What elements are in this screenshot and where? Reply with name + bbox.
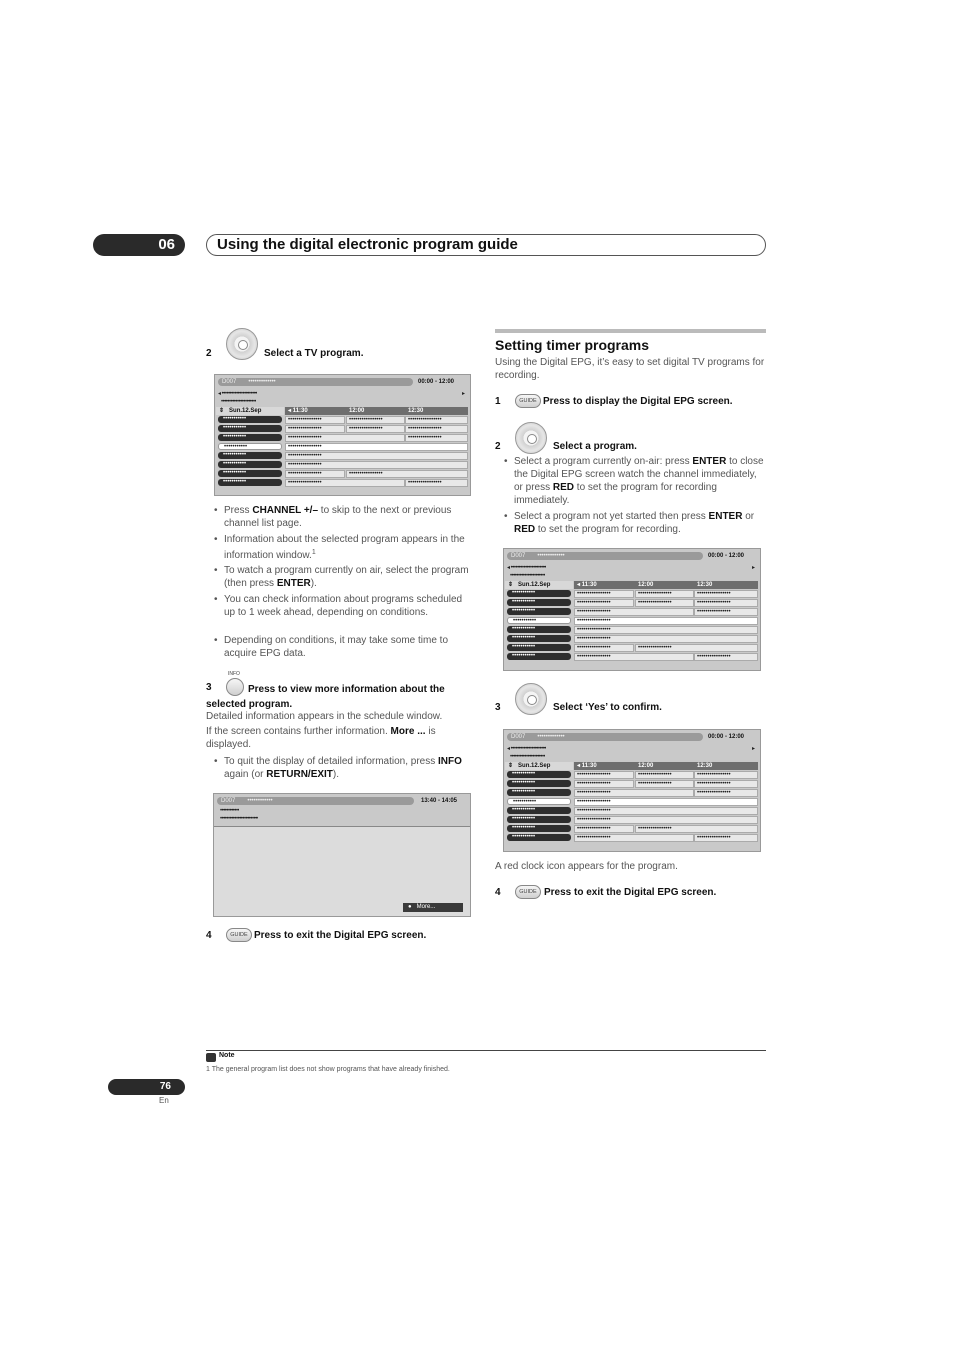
green-dot-icon: ●	[408, 904, 412, 910]
program-cell[interactable]: ••••••••••••••••	[574, 798, 758, 806]
step-number: 4	[206, 930, 212, 941]
channel-row-label[interactable]: •••••••••••	[218, 461, 282, 468]
section-title: Setting timer programs	[495, 337, 650, 353]
step-label: Select ‘Yes’ to confirm.	[553, 702, 662, 713]
time-column-header: ◂ 11:30	[574, 581, 635, 589]
program-cell[interactable]: ••••••••••••••••	[694, 780, 758, 788]
program-cell[interactable]: ••••••••••••••••	[694, 590, 758, 598]
epg-screen	[503, 548, 761, 671]
chapter-title: Using the digital electronic program guide	[206, 234, 766, 256]
channel-label: D007	[511, 553, 526, 559]
guide-button-icon: GUIDE	[515, 885, 541, 899]
navigation-pad-icon	[515, 422, 547, 454]
program-cell[interactable]: ••••••••••••••••	[574, 825, 634, 833]
page-number: 76	[108, 1079, 185, 1095]
program-cell[interactable]: ••••••••••••••••	[694, 834, 758, 842]
program-cell[interactable]: ••••••••••••••••	[405, 416, 468, 424]
time-column-header: 12:30	[405, 407, 468, 415]
channel-bar: D007 ••••••••••••	[217, 797, 414, 805]
channel-row-label[interactable]: •••••••••••	[507, 617, 571, 624]
channel-bar: D007 •••••••••••••	[507, 733, 703, 741]
info-button-caption: INFO	[228, 671, 240, 677]
program-cell[interactable]: ••••••••••••••••	[574, 626, 758, 634]
program-cell[interactable]: ••••••••••••••••	[574, 644, 634, 652]
program-cell[interactable]: ••••••••••••••••	[574, 617, 758, 625]
language-label: En	[159, 1096, 169, 1105]
bullet: • You can check information about programs scheduled up to 1 week ahead, depending on conditions.	[214, 594, 463, 618]
step-number: 3	[495, 702, 501, 713]
time-column-header: 12:30	[694, 581, 758, 589]
time-column-header: 12:00	[346, 407, 405, 415]
guide-button-icon: GUIDE	[226, 928, 252, 942]
channel-row-label[interactable]: •••••••••••	[507, 626, 571, 633]
channel-bar: D007 •••••••••••••	[507, 552, 703, 560]
epg-screen	[503, 729, 761, 852]
program-cell[interactable]: ••••••••••••••••	[694, 789, 758, 797]
program-cell[interactable]: ••••••••••••••••	[574, 780, 634, 788]
bullet: • Press CHANNEL +/– to skip to the next or previous channel list page.	[214, 505, 452, 529]
channel-row-label[interactable]: •••••••••••	[218, 416, 282, 423]
program-info-dots: ••••••••••••••••••••••	[510, 573, 546, 579]
channel-row-label[interactable]: •••••••••••	[218, 443, 282, 450]
channel-label: D007	[511, 734, 526, 740]
program-cell[interactable]: ••••••••••••••••	[574, 834, 694, 842]
step-number: 1	[495, 396, 501, 407]
program-cell[interactable]: ••••••••••••••••	[346, 416, 405, 424]
body-text: Detailed information appears in the schedule window.	[206, 711, 443, 722]
program-cell[interactable]: ••••••••••••••••	[694, 599, 758, 607]
channel-row-label[interactable]: •••••••••••	[507, 590, 571, 597]
epg-screen	[214, 374, 471, 496]
channel-row-label[interactable]: •••••••••••	[218, 452, 282, 459]
program-cell[interactable]: ••••••••••••••••	[285, 452, 468, 460]
channel-row-label[interactable]: •••••••••••	[507, 825, 571, 832]
step-number: 3	[206, 682, 212, 693]
date-header: ⇕ Sun.12.Sep	[505, 581, 573, 589]
time-range: 00:00 - 12:00	[708, 553, 745, 559]
program-cell[interactable]: ••••••••••••••••	[635, 599, 694, 607]
program-cell[interactable]: ••••••••••••••••	[574, 789, 694, 797]
program-cell[interactable]: ••••••••••••••••	[574, 590, 634, 598]
channel-row-label[interactable]: •••••••••••	[507, 635, 571, 642]
program-cell[interactable]: ••••••••••••••••	[574, 816, 758, 824]
channel-row-label[interactable]: •••••••••••	[507, 771, 571, 778]
step-label: Select a TV program.	[264, 348, 364, 359]
arrow-right-icon[interactable]: ▸	[462, 391, 465, 397]
step-label: Press to view more information about the selected program.	[206, 684, 445, 710]
program-cell[interactable]: ••••••••••••••••	[574, 807, 758, 815]
channel-row-label[interactable]: •••••••••••	[507, 653, 571, 660]
chapter-number: 06	[93, 234, 185, 256]
program-cell[interactable]: ••••••••••••••••	[285, 434, 405, 442]
channel-row-label[interactable]: •••••••••••	[507, 816, 571, 823]
channel-row-label[interactable]: •••••••••••	[507, 789, 571, 796]
program-cell[interactable]: ••••••••••••••••	[574, 608, 694, 616]
bullet: • Information about the selected program appears in the information window.$^1$	[214, 534, 465, 562]
channel-row-label[interactable]: •••••••••••	[507, 608, 571, 615]
arrow-right-icon[interactable]: ▸	[752, 565, 755, 571]
time-column-header: ◂ 11:30	[285, 407, 346, 415]
body-text: A red clock icon appears for the program.	[495, 861, 678, 872]
time-range: 00:00 - 12:00	[708, 734, 745, 740]
time-column-header: 12:00	[635, 762, 694, 770]
program-info-dots: ••••••••••••••••••••••	[510, 754, 546, 760]
step-number: 4	[495, 887, 501, 898]
channel-bar: D007 •••••••••••••	[218, 378, 413, 386]
arrow-left-icon[interactable]: ◂ ••••••••••••••••••••••	[507, 746, 546, 752]
program-cell[interactable]: ••••••••••••••••	[635, 825, 758, 833]
navigation-pad-icon	[226, 328, 258, 360]
channel-row-label[interactable]: •••••••••••	[218, 425, 282, 432]
program-cell[interactable]: ••••••••••••••••	[285, 461, 468, 469]
channel-row-label[interactable]: •••••••••••	[507, 807, 571, 814]
program-cell[interactable]: ••••••••••••••••	[694, 608, 758, 616]
bullet: • Select a program not yet started then press ENTER or RED to set the program for recording.	[504, 511, 755, 535]
time-column-header: ◂ 11:30	[574, 762, 635, 770]
program-cell[interactable]: ••••••••••••••••	[574, 653, 694, 661]
note-label: Note	[219, 1052, 235, 1059]
program-desc-dots: ••••••••••••••••••••••••	[220, 816, 259, 822]
arrow-right-icon[interactable]: ▸	[752, 746, 755, 752]
program-cell[interactable]: ••••••••••••••••	[635, 644, 758, 652]
program-cell[interactable]: ••••••••••••••••	[574, 635, 758, 643]
program-cell[interactable]: ••••••••••••••••	[346, 425, 405, 433]
program-cell[interactable]: ••••••••••••••••	[635, 590, 694, 598]
program-cell[interactable]: ••••••••••••••••	[635, 771, 694, 779]
navigation-pad-icon	[515, 683, 547, 715]
channel-row-label[interactable]: •••••••••••	[507, 834, 571, 841]
program-cell[interactable]: ••••••••••••••••	[285, 479, 405, 487]
channel-label: D007	[222, 379, 237, 385]
note-text: 1 The general program list does not show programs that have already finished.	[206, 1066, 450, 1073]
bullet: • Depending on conditions, it may take some time to acquire EPG data.	[214, 635, 449, 659]
step-number: 2	[206, 348, 212, 359]
channel-row-label[interactable]: •••••••••••	[507, 798, 571, 805]
more-button[interactable]: ● More...	[403, 903, 463, 912]
program-cell[interactable]: ••••••••••••••••	[285, 416, 345, 424]
step-number: 2	[495, 441, 501, 452]
bullet: • To quit the display of detailed information, press INFO again (or RETURN/EXIT).	[214, 756, 462, 780]
program-cell[interactable]: ••••••••••••••••	[405, 434, 468, 442]
program-cell[interactable]: ••••••••••••••••	[285, 443, 468, 451]
arrow-left-icon[interactable]: ◂ ••••••••••••••••••••••	[507, 565, 546, 571]
channel-row-label[interactable]: •••••••••••	[507, 644, 571, 651]
program-cell[interactable]: ••••••••••••••••	[405, 425, 468, 433]
step-label: Press to display the Digital EPG screen.	[543, 396, 733, 407]
program-cell[interactable]: ••••••••••••••••	[285, 425, 345, 433]
channel-row-label[interactable]: •••••••••••	[218, 434, 282, 441]
program-cell[interactable]: ••••••••••••••••	[405, 479, 468, 487]
time-range: 00:00 - 12:00	[418, 379, 455, 385]
program-cell[interactable]: ••••••••••••••••	[285, 470, 345, 478]
section-rule	[495, 329, 766, 333]
body-text: If the screen contains further information. More ... is displayed.	[206, 726, 436, 750]
step-label: Press to exit the Digital EPG screen.	[544, 887, 717, 898]
bullet: • Select a program currently on-air: press ENTER to close the Digital EPG screen watch the channel immediately, or press RED to set the program for recording immediately.	[504, 456, 764, 506]
step-label: Select a program.	[553, 441, 637, 452]
program-cell[interactable]: ••••••••••••••••	[694, 653, 758, 661]
arrow-left-icon[interactable]: ◂ ••••••••••••••••••••••	[218, 391, 257, 397]
channel-row-label[interactable]: •••••••••••	[507, 599, 571, 606]
channel-row-label[interactable]: •••••••••••	[507, 780, 571, 787]
program-cell[interactable]: ••••••••••••••••	[346, 470, 468, 478]
program-title-dots: ••••••••••••	[220, 808, 240, 814]
date-header: ⇕ Sun.12.Sep	[216, 407, 284, 415]
program-cell[interactable]: ••••••••••••••••	[635, 780, 694, 788]
program-cell[interactable]: ••••••••••••••••	[574, 771, 634, 779]
step-label: Press to exit the Digital EPG screen.	[254, 930, 427, 941]
program-cell[interactable]: ••••••••••••••••	[694, 771, 758, 779]
program-info-dots: ••••••••••••••••••••••	[221, 399, 257, 405]
date-header: ⇕ Sun.12.Sep	[505, 762, 573, 770]
info-screen	[213, 793, 471, 917]
channel-label: D007	[221, 798, 236, 804]
guide-button-icon: GUIDE	[515, 394, 541, 408]
time-column-header: 12:00	[635, 581, 694, 589]
time-range: 13:40 - 14:05	[421, 798, 458, 804]
channel-row-label[interactable]: •••••••••••	[218, 470, 282, 477]
program-cell[interactable]: ••••••••••••••••	[574, 599, 634, 607]
intro-text: Using the Digital EPG, it’s easy to set digital TV programs for recording.	[495, 357, 765, 381]
bullet: • To watch a program currently on air, select the program (then press ENTER).	[214, 565, 469, 589]
time-column-header: 12:30	[694, 762, 758, 770]
channel-row-label[interactable]: •••••••••••	[218, 479, 282, 486]
note-icon	[206, 1053, 216, 1062]
note-rule	[206, 1050, 766, 1051]
